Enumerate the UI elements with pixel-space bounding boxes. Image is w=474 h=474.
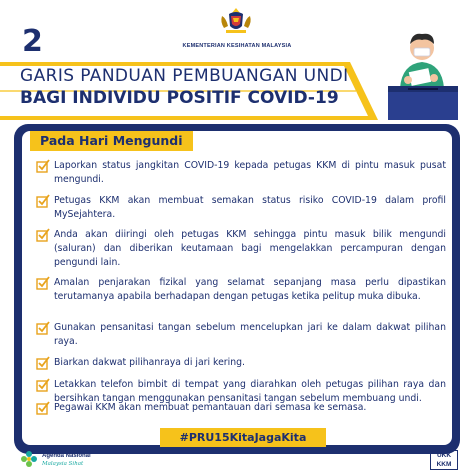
list-item-text: Petugas KKM akan membuat semakan status risiko COVID-19 dalam profil MySejahtera. [54,195,446,220]
checkbox-tick-icon [36,276,50,290]
list-item-text: Amalan penjarakan fizikal yang selamat sepanjang masa perlu dipastikan terutamanya apabila berhadapan dengan petugas ketika pelitup muka dibuka. [54,277,446,302]
title-line-1: GARIS PANDUAN PEMBUANGAN UNDI [20,66,349,86]
ukk-kkm-badge [430,450,458,470]
agenda-title: Agenda Nasional [42,453,91,459]
checkbox-tick-icon [36,401,50,415]
list-item-text: Biarkan dakwat pilihanraya di jari kering. [54,357,245,368]
title-line-2: BAGI INDIVIDU POSITIF COVID-19 [20,88,339,108]
badge-line-2: KKM [436,460,452,468]
checkbox-tick-icon [36,159,50,173]
list-item-text: Laporkan status jangkitan COVID-19 kepada petugas KKM di pintu masuk pusat mengundi. [54,160,446,185]
list-item-text: Letakkan telefon bimbit di tempat yang diarahkan oleh petugas pilihan raya dan bersihkan tangan menggunakan pensanitasi tangan sebelum membuang undi. [54,379,446,404]
list-item-text: Gunakan pensanitasi tangan sebelum mencelupkan jari ke dalam dakwat pilihan raya. [54,322,446,347]
ministry-name: KEMENTERIAN KESIHATAN MALAYSIA [182,43,292,49]
step-number: 2 [22,24,43,59]
list-item-text: Pegawai KKM akan membuat pemantauan dari semasa ke semasa. [54,402,367,413]
checkbox-tick-icon [36,378,50,392]
section-title: Pada Hari Mengundi [30,131,193,151]
hashtag-banner: #PRU15KitaJagaKita [160,428,326,447]
checkbox-tick-icon [36,228,50,242]
agenda-subtitle: Malaysia Sihat [42,461,84,467]
agenda-nasional-logo-icon [18,448,40,470]
checkbox-tick-icon [36,356,50,370]
badge-line-1: UKK [436,452,452,459]
voter-with-ballot-box-illustration [378,26,464,122]
list-item-text: Anda akan diiringi oleh petugas KKM sehingga pintu masuk bilik mengundi (saluran) dan diberikan keutamaan bagi mengelakkan percampuran dengan pengundi lain. [54,229,446,268]
checkbox-tick-icon [36,321,50,335]
coat-of-arms-icon [216,6,256,36]
checkbox-tick-icon [36,194,50,208]
